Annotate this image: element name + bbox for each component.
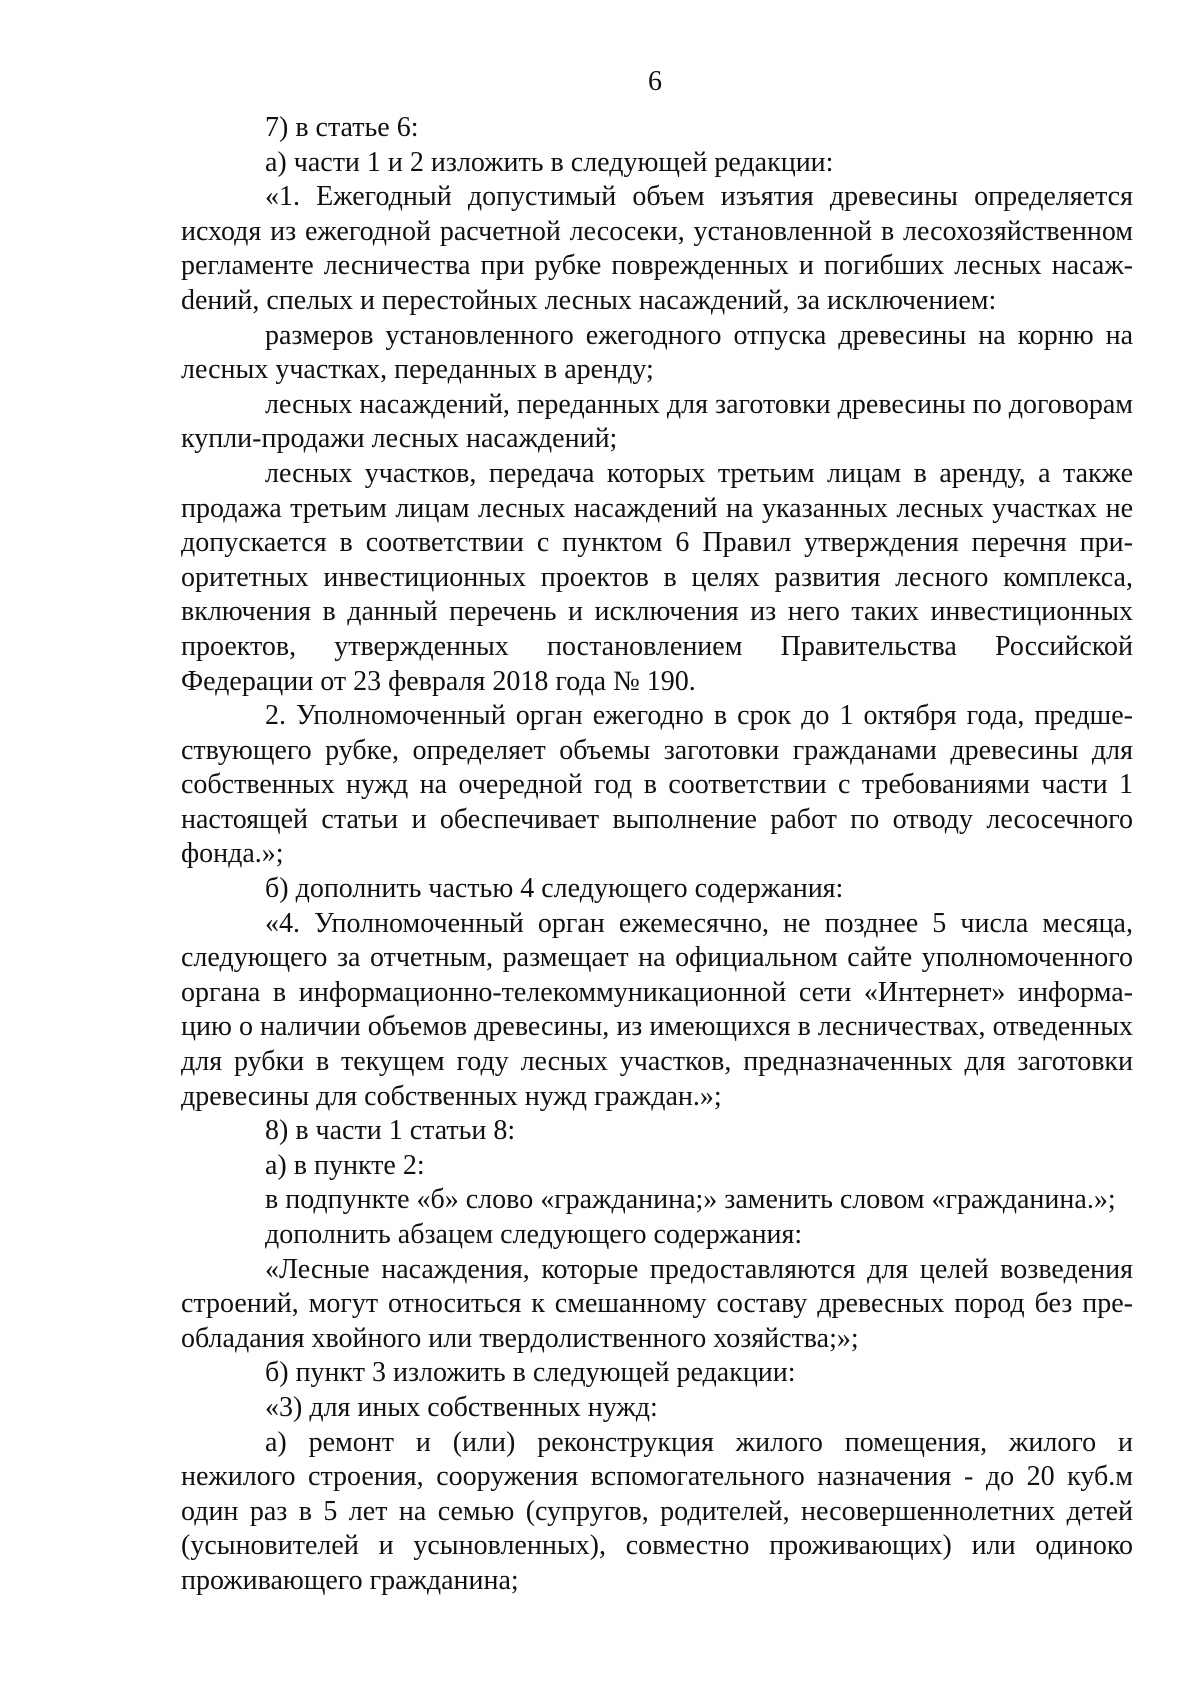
paragraph-exception-rent: размеров установленного ежегодного отпуска древесины на корню на лесных участках, переданных в аренду; <box>181 319 1133 386</box>
paragraph-item-8-heading: 8) в части 1 статьи 8: <box>265 1115 516 1147</box>
paragraph-exception-priority-projects: лесных участков, передача которых третьим лицам в аренду, а также продажа третьим лицам лесных насаждений на указанных лесных участках не допускается в соответствии с пунктом 6 Правил утверждения перечня приоритетных инвестиционных проектов в целях развития лесного комплекса, включения в данный перечень и исключения из него таких инвестиционных проектов, утвержденных постановлением Правительства Российской Федерации от 23 февраля 2018 года № 190. <box>181 457 1133 697</box>
paragraph-add-abzats: дополнить абзацем следующего содержания: <box>265 1219 803 1250</box>
paragraph-sub-a-parts-1-2: а) части 1 и 2 изложить в следующей редакции: <box>265 146 834 178</box>
paragraph-repair-reconstruction: а) ремонт и (или) реконструкция жилого помещения, жилого и нежилого строения, сооружения вспомогательного назначения - до 20 куб.м один раз в 5 лет на семью (супругов, родителей, несовершеннолетних детей (усыновителей и усыновленных), совместно проживающих) или одиноко проживающего гражданина; <box>181 1426 1133 1596</box>
paragraph-part-2-authorized-body: 2. Уполномоченный орган ежегодно в срок до 1 октября года, предшествующего рубке, определяет объемы заготовки гражданами древесины для собственных нужд на очередной год в соответствии с требованиями части 1 настоящей статьи и обеспечивает выполнение работ по отводу лесосечного фонда.»; <box>181 700 1133 870</box>
paragraph-part-4-monthly-info: «4. Уполномоченный орган ежемесячно, не позднее 5 числа месяца, следующего за отчетным, размещает на официальном сайте уполномоченного органа в информационно-телекоммуникационной сети «Интернет» информацию о наличии объемов древесины, из имеющихся в лесничествах, отведенных для рубки в текущем году лесных участков, предназначенных для заготовки древесины для собственных нужд граждан.»; <box>181 907 1133 1112</box>
paragraph-subpoint-b-replace: в подпункте «б» слово «гражданина;» заменить словом «гражданина.»; <box>265 1184 1116 1216</box>
paragraph-exception-sale-contracts: лесных насаждений, переданных для заготовки древесины по договорам купли-продажи лесных насаждений; <box>181 388 1133 455</box>
paragraph-sub-a-point-2: а) в пункте 2: <box>265 1149 425 1181</box>
paragraph-item-7-heading: 7) в статье 6: <box>265 112 419 143</box>
paragraph-part-1-annual-volume: «1. Ежегодный допустимый объем изъятия древесины определяется исходя из ежегодной расчетной лесосеки, установленной в лесохозяйственном регламенте лесничества при рубке поврежденных и погибших лесных насажdений, спелых и перестойных лесных насаждений, за исключением: <box>181 181 1133 316</box>
paragraph-forest-stands-buildings: «Лесные насаждения, которые предоставляются для целей возведения строений, могут относиться к смешанному составу древесных пород без преобладания хвойного или твердолиственного хозяйства;»; <box>181 1253 1133 1354</box>
paragraph-other-own-needs: «3) для иных собственных нужд: <box>265 1391 658 1423</box>
document-body <box>181 111 1133 1599</box>
page-number: 6 <box>648 66 662 97</box>
paragraph-sub-b-point-3: б) пункт 3 изложить в следующей редакции: <box>265 1357 796 1389</box>
paragraph-sub-b-part-4: б) дополнить частью 4 следующего содержания: <box>265 873 844 905</box>
